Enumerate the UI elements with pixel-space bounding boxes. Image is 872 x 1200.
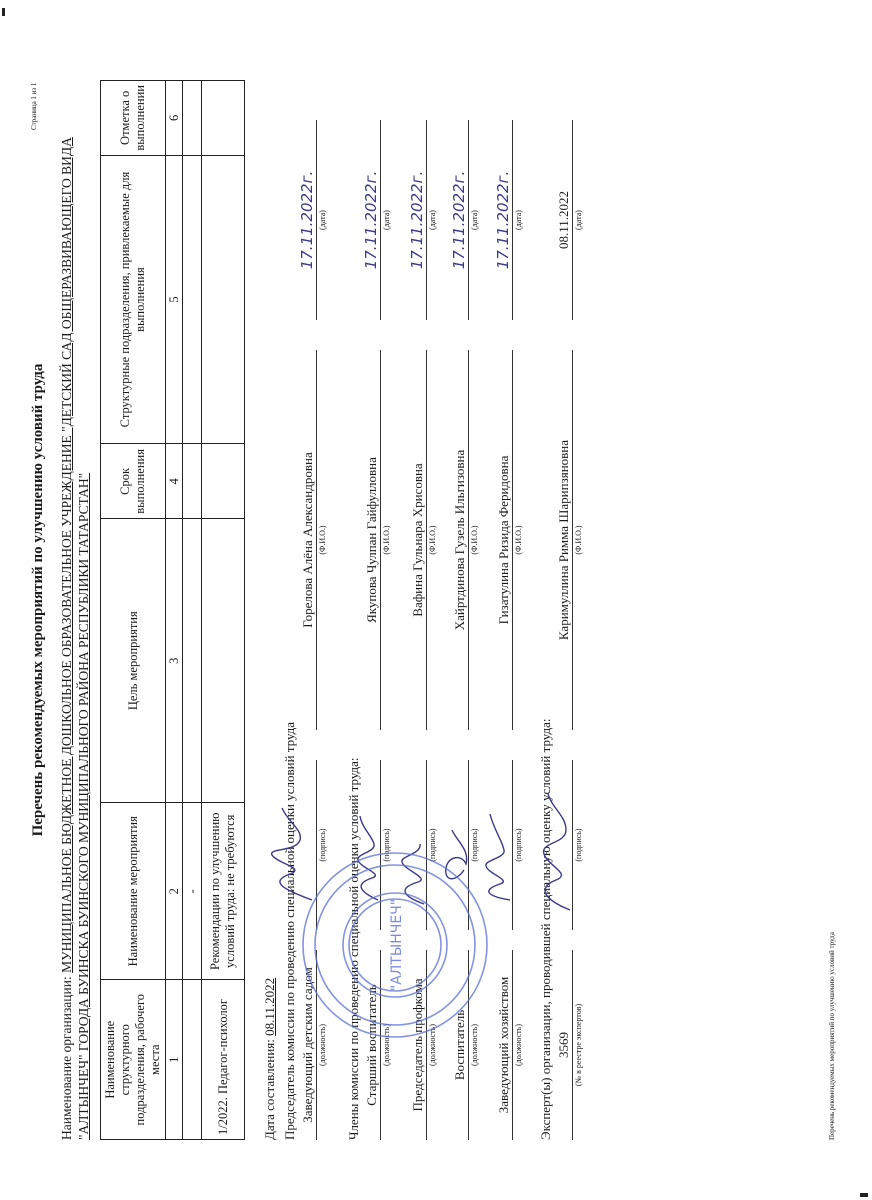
date-caption: (дата) [574,210,583,230]
date-caption: (дата) [318,210,327,230]
signature-caption: (подпись) [382,828,391,862]
organization-name: МУНИЦИПАЛЬНОЕ БЮДЖЕТНОЕ ДОШКОЛЬНОЕ ОБРАЗОВАТЕЛЬНОЕ УЧРЕЖДЕНИЕ "ДЕТСКИЙ САД ОБЩЕРАЗВИВАЮЩЕГО ВИДА "АЛТЫНЧЕЧ" ГОРОДА БУИНСКА БУИНСКОГО МУНИЦИПАЛЬНОГО РАЙОНА РЕСПУБЛИКИ ТАТАРСТАН" [59,137,91,1140]
header-cell: Отметка о выполнении [101,81,166,156]
header-cell: Срок выполнения [101,444,166,519]
fio-caption: (Ф.И.О.) [428,525,437,555]
fio-caption: (Ф.И.О.) [318,525,327,555]
signatory-position: Старший воспитатель [364,984,379,1106]
signature-caption: (подпись) [514,828,523,862]
signatory-fio: Горелова Алёна Александровна [300,452,315,628]
position-caption: (должность) [428,1024,437,1066]
position-caption: (должность) [382,1024,391,1066]
expert-registry-number: 3569 [556,1032,571,1058]
dash-cell: - [183,803,202,980]
scan-mark [2,8,5,16]
signature-caption: (подпись) [470,828,479,862]
fio-caption: (Ф.И.О.) [514,525,523,555]
signatory-fio: Якупова Чулпан Гайфулловна [364,457,379,623]
column-number: 1 [166,980,183,1140]
handwritten-date: 17.11.2022г. [494,170,512,270]
handwritten-date: 17.11.2022г. [298,170,316,270]
fio-caption: (Ф.И.О.) [470,525,479,555]
date-label: Дата составления: [262,1039,277,1140]
position-caption: (должность) [514,1024,523,1066]
column-number: 3 [166,519,183,803]
signatory-fio: Хайртдинова Гузель Ильгизовна [452,449,467,631]
registry-caption: (№ в реестре экспертов) [574,1003,583,1087]
signature-caption: (подпись) [428,828,437,862]
signatory-position: Председатель профкома [410,978,425,1112]
column-number: 6 [166,81,183,156]
column-number: 4 [166,444,183,519]
expert-fio: Каримуллина Римма Шарипзяновна [556,439,571,641]
date-caption: (дата) [470,210,479,230]
workplace-cell: 1/2022. Педагог-психолог [202,980,245,1140]
header-cell: Структурные подразделения, привлекаемые для выполнения [101,155,166,444]
signatory-position: Заведующий детским садом [300,967,315,1123]
page-title: Перечень рекомендуемых мероприятий по улучшению условий труда [30,363,46,837]
header-cell: Наименование структурного подразделения, рабочего места [101,980,166,1140]
position-caption: (должность) [318,1024,327,1066]
signatory-fio: Гизатулина Ризида Феридовна [496,455,511,625]
date-value: 08.11.2022 [262,977,277,1036]
header-cell: Цель мероприятия [101,519,166,803]
seal-text: "АЛТЫНЧЕЧ" [389,898,405,992]
expert-heading: Эксперт(ы) организации, проводившей специальную оценку условий труда: [538,718,553,1140]
fio-caption: (Ф.И.О.) [382,525,391,555]
signature-caption: (подпись) [574,828,583,862]
members-heading: Члены комиссии по проведению специальной оценки условий труда: [346,757,361,1140]
signatory-fio: Вафина Гульнара Хрисовна [410,463,425,617]
organization-seal-stamp [295,845,495,1045]
handwritten-date: 17.11.2022г. [450,170,468,270]
page-counter: Страница 1 из 1 [30,82,38,130]
handwritten-date: 17.11.2022г. [408,170,426,270]
signatory-position: Воспитатель [452,1009,467,1081]
chair-heading: Председатель комиссии по проведению специальной оценки условий труда [282,721,297,1140]
header-cell: Наименование мероприятия [101,803,166,980]
signatory-position: Заведующий хозяйством [496,976,511,1114]
date-caption: (дата) [428,210,437,230]
footer-left-text: Перечень рекомендуемых мероприятий по улучшению условий труда [828,932,836,1140]
measure-cell: Рекомендации по улучшению условий труда: не требуются [202,803,245,980]
organization-label: Наименование организации: [59,976,74,1140]
scan-mark [860,1193,868,1197]
column-number: 2 [166,803,183,980]
signature-expert [544,794,570,910]
date-caption: (дата) [514,210,523,230]
date-caption: (дата) [382,210,391,230]
signature-caption: (подпись) [318,828,327,862]
fio-caption: (Ф.И.О.) [574,525,583,555]
handwritten-date: 17.11.2022г. [362,170,380,270]
expert-date: 08.11.2022 [556,190,571,250]
position-caption: (должность) [470,1024,479,1066]
column-number: 5 [166,155,183,444]
